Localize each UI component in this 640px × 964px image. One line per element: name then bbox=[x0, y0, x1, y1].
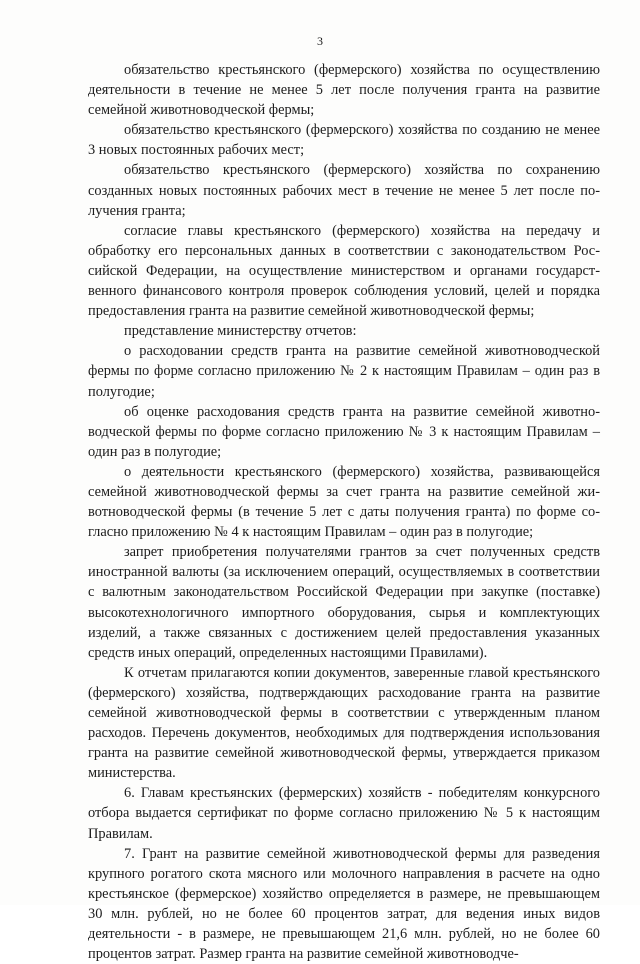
paragraph-report-attachments: К отчетам прилагаются копии документов, заверенные главой крестьянского (фермерского) хозяйства, подтверждающих расходование гранта на развитие семейной животноводческой фермы в соответствии с утвержденным планом расходов. Перечень документов, необходимых для подтверждения использования гранта на развитие семейной животноводческой фермы, утверждается приказом министерства. bbox=[88, 664, 600, 782]
paragraph-obligation-activity: обязательство крестьянского (фермерского) хозяйства по осуществлению деятельности в течение не менее 5 лет после получения гранта на развитие семейной животноводческой фермы; bbox=[88, 62, 600, 119]
paragraph-report-spending: о расходовании средств гранта на развитие семейной животноводческой фермы по форме согласно приложению № 2 к настоящим Правилам – один раз в полугодие; bbox=[88, 343, 600, 400]
paragraph-item-7-grant-amount: 7. Грант на развитие семейной животноводческой фермы для разведения крупного рогатого скота мясного или молочного направления в расчете на одно крестьянское (фермерское) хозяйство определяется в размере, не превышающем 30 млн. рублей, но не более 60 процентов затрат, для ведения иных видов деятельности - в размере, не превышающем 21,6 млн. рублей, но не более 60 процентов затрат. Размер гранта на развитие семейной животноводче- bbox=[88, 845, 600, 963]
paragraph-reports-intro: представление министерству отчетов: bbox=[124, 323, 357, 340]
paragraph-obligation-keep-jobs: обязательство крестьянского (фермерского) хозяйства по сохранению созданных новых постоянных рабочих мест в течение не менее 5 лет после получения гранта; bbox=[88, 162, 600, 219]
paragraph-report-evaluation: об оценке расходования средств гранта на развитие семейной животноводческой фермы по форме согласно приложению № 3 к настоящим Правилам – один раз в полугодие; bbox=[88, 403, 600, 460]
document-body bbox=[88, 60, 600, 964]
paragraph-item-6-certificate: 6. Главам крестьянских (фермерских) хозяйств - победителям конкурсного отбора выдается сертификат по форме согласно приложению № 5 к настоящим Правилам. bbox=[88, 785, 600, 842]
page-number: 3 bbox=[317, 34, 323, 48]
paragraph-report-activity: о деятельности крестьянского (фермерского) хозяйства, развивающейся семейной животноводческой фермы за счет гранта на развитие семейной животноводческой фермы (в течение 5 лет с даты получения гранта) по форме согласно приложению № 4 к настоящим Правилам – один раз в полугодие; bbox=[88, 463, 600, 541]
paragraph-currency-ban: запрет приобретения получателями грантов за счет полученных средств иностранной валюты (за исключением операций, осуществляемых в соответствии с валютным законодательством Российской Федерации при закупке (поставке) высокотехнологичного импортного оборудования, сырья и комплектующих изделий, а также связанных с достижением целей предоставления указанных средств иных операций, определенных настоящими Правилами). bbox=[88, 544, 600, 661]
paragraph-obligation-jobs: обязательство крестьянского (фермерского) хозяйства по созданию не менее 3 новых постоянных рабочих мест; bbox=[88, 122, 600, 159]
paragraph-consent-personal-data: согласие главы крестьянского (фермерского) хозяйства на передачу и обработку его персональных данных в соответствии с законодательством Российской Федерации, на осуществление министерством и органами государственного финансового контроля проверок соблюдения условий, целей и порядка предоставления гранта на развитие семейной животноводческой фермы; bbox=[88, 222, 600, 320]
